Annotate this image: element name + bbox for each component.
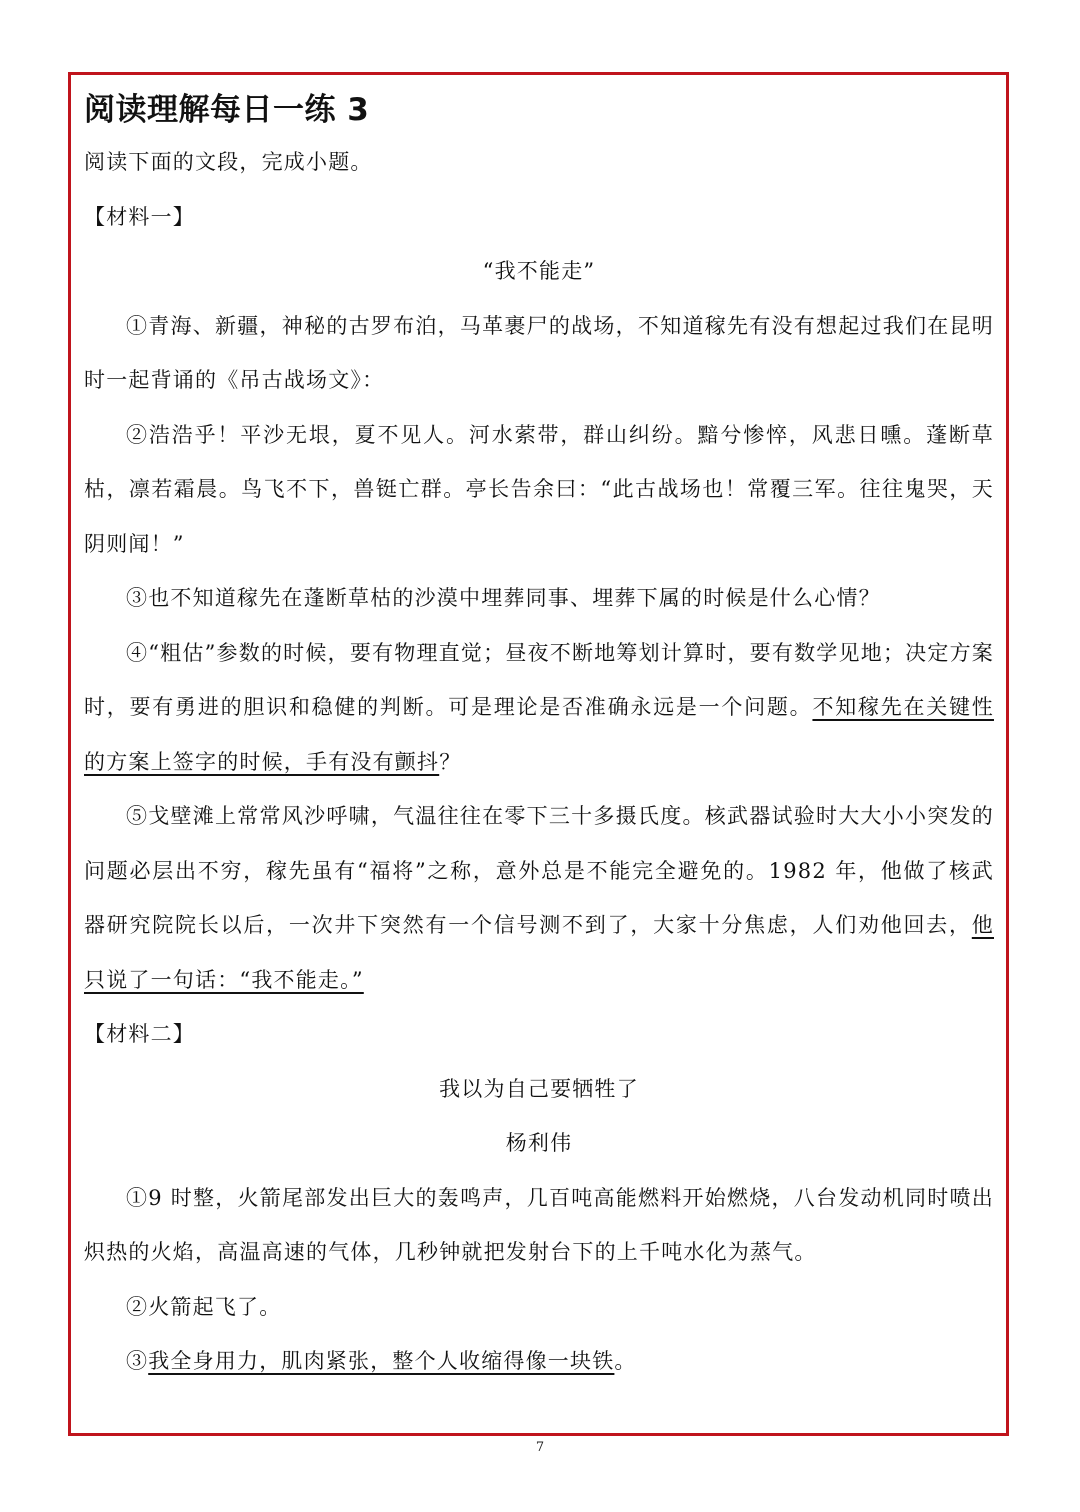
- material2-paragraph-3-number: ③: [126, 1349, 149, 1373]
- material1-label: 【材料一】: [84, 204, 195, 229]
- material1-paragraph-5-text: ⑤戈壁滩上常常风沙呼啸，气温往往在零下三十多摄氏度。核武器试验时大大小小突发的问题必层出不穷，稼先虽有“福将”之称，意外总是不能完全避免的。1982 年，他做了核武器研究院院长以后，一次井下突然有一个信号测不到了，大家十分焦虑，人们劝他回去，: [84, 804, 994, 937]
- page-number: 7: [535, 1440, 545, 1455]
- material1-paragraph-1: ①青海、新疆，神秘的古罗布泊，马革裹尸的战场，不知道稼先有没有想起过我们在昆明时一起背诵的《吊古战场文》：: [84, 313, 994, 392]
- material2-label: 【材料二】: [84, 1022, 195, 1046]
- underlined-sentence-2: 他只说了一句话：“我不能走。”: [84, 913, 994, 992]
- material1-paragraph-3: ③也不知道稼先在蓬断草枯的沙漠中埋葬同事、埋葬下属的时候是什么心情？: [126, 586, 881, 610]
- material1-paragraph-4-end: ？: [439, 749, 462, 774]
- material1-paragraph-4-text: ④“粗估”参数的时候，要有物理直觉；昼夜不断地筹划计算时，要有数学见地；决定方案时，要有勇进的胆识和稳健的判断。可是理论是否准确永远是一个问题。: [84, 640, 994, 719]
- material2-paragraph-3-end: 。: [614, 1349, 637, 1373]
- underlined-sentence-1: 不知稼先在关键性的方案上签字的时候，手有没有颤抖: [84, 695, 994, 774]
- material1-paragraph-4: [84, 626, 994, 790]
- underlined-sentence-3: 我全身用力，肌肉紧张，整个人收缩得像一块铁: [148, 1349, 615, 1373]
- material1-heading: “我不能走”: [482, 259, 596, 283]
- instruction: 阅读下面的文段，完成小题。: [84, 150, 373, 174]
- material1-paragraph-5: [84, 789, 994, 1007]
- page-content: [84, 85, 994, 1389]
- page-border: [68, 72, 1009, 1436]
- material2-paragraph-2: ②火箭起飞了。: [126, 1294, 282, 1319]
- material2-author: 杨利伟: [505, 1131, 573, 1155]
- material2-paragraph-1: ①9 时整，火箭尾部发出巨大的轰鸣声，几百吨高能燃料开始燃烧，八台发动机同时喷出炽热的火焰，高温高速的气体，几秒钟就把发射台下的上千吨水化为蒸气。: [84, 1185, 994, 1264]
- material2-heading: 我以为自己要牺牲了: [439, 1076, 639, 1101]
- material2-paragraph-3: [84, 1334, 994, 1389]
- page-title: 阅读理解每日一练 3: [84, 92, 370, 128]
- material1-paragraph-2: ②浩浩乎！平沙无垠，夏不见人。河水萦带，群山纠纷。黯兮惨悴，风悲日曛。蓬断草枯，凛若霜晨。鸟飞不下，兽铤亡群。亭长告余曰：“此古战场也！常覆三军。往往鬼哭，天阴则闻！”: [84, 422, 994, 556]
